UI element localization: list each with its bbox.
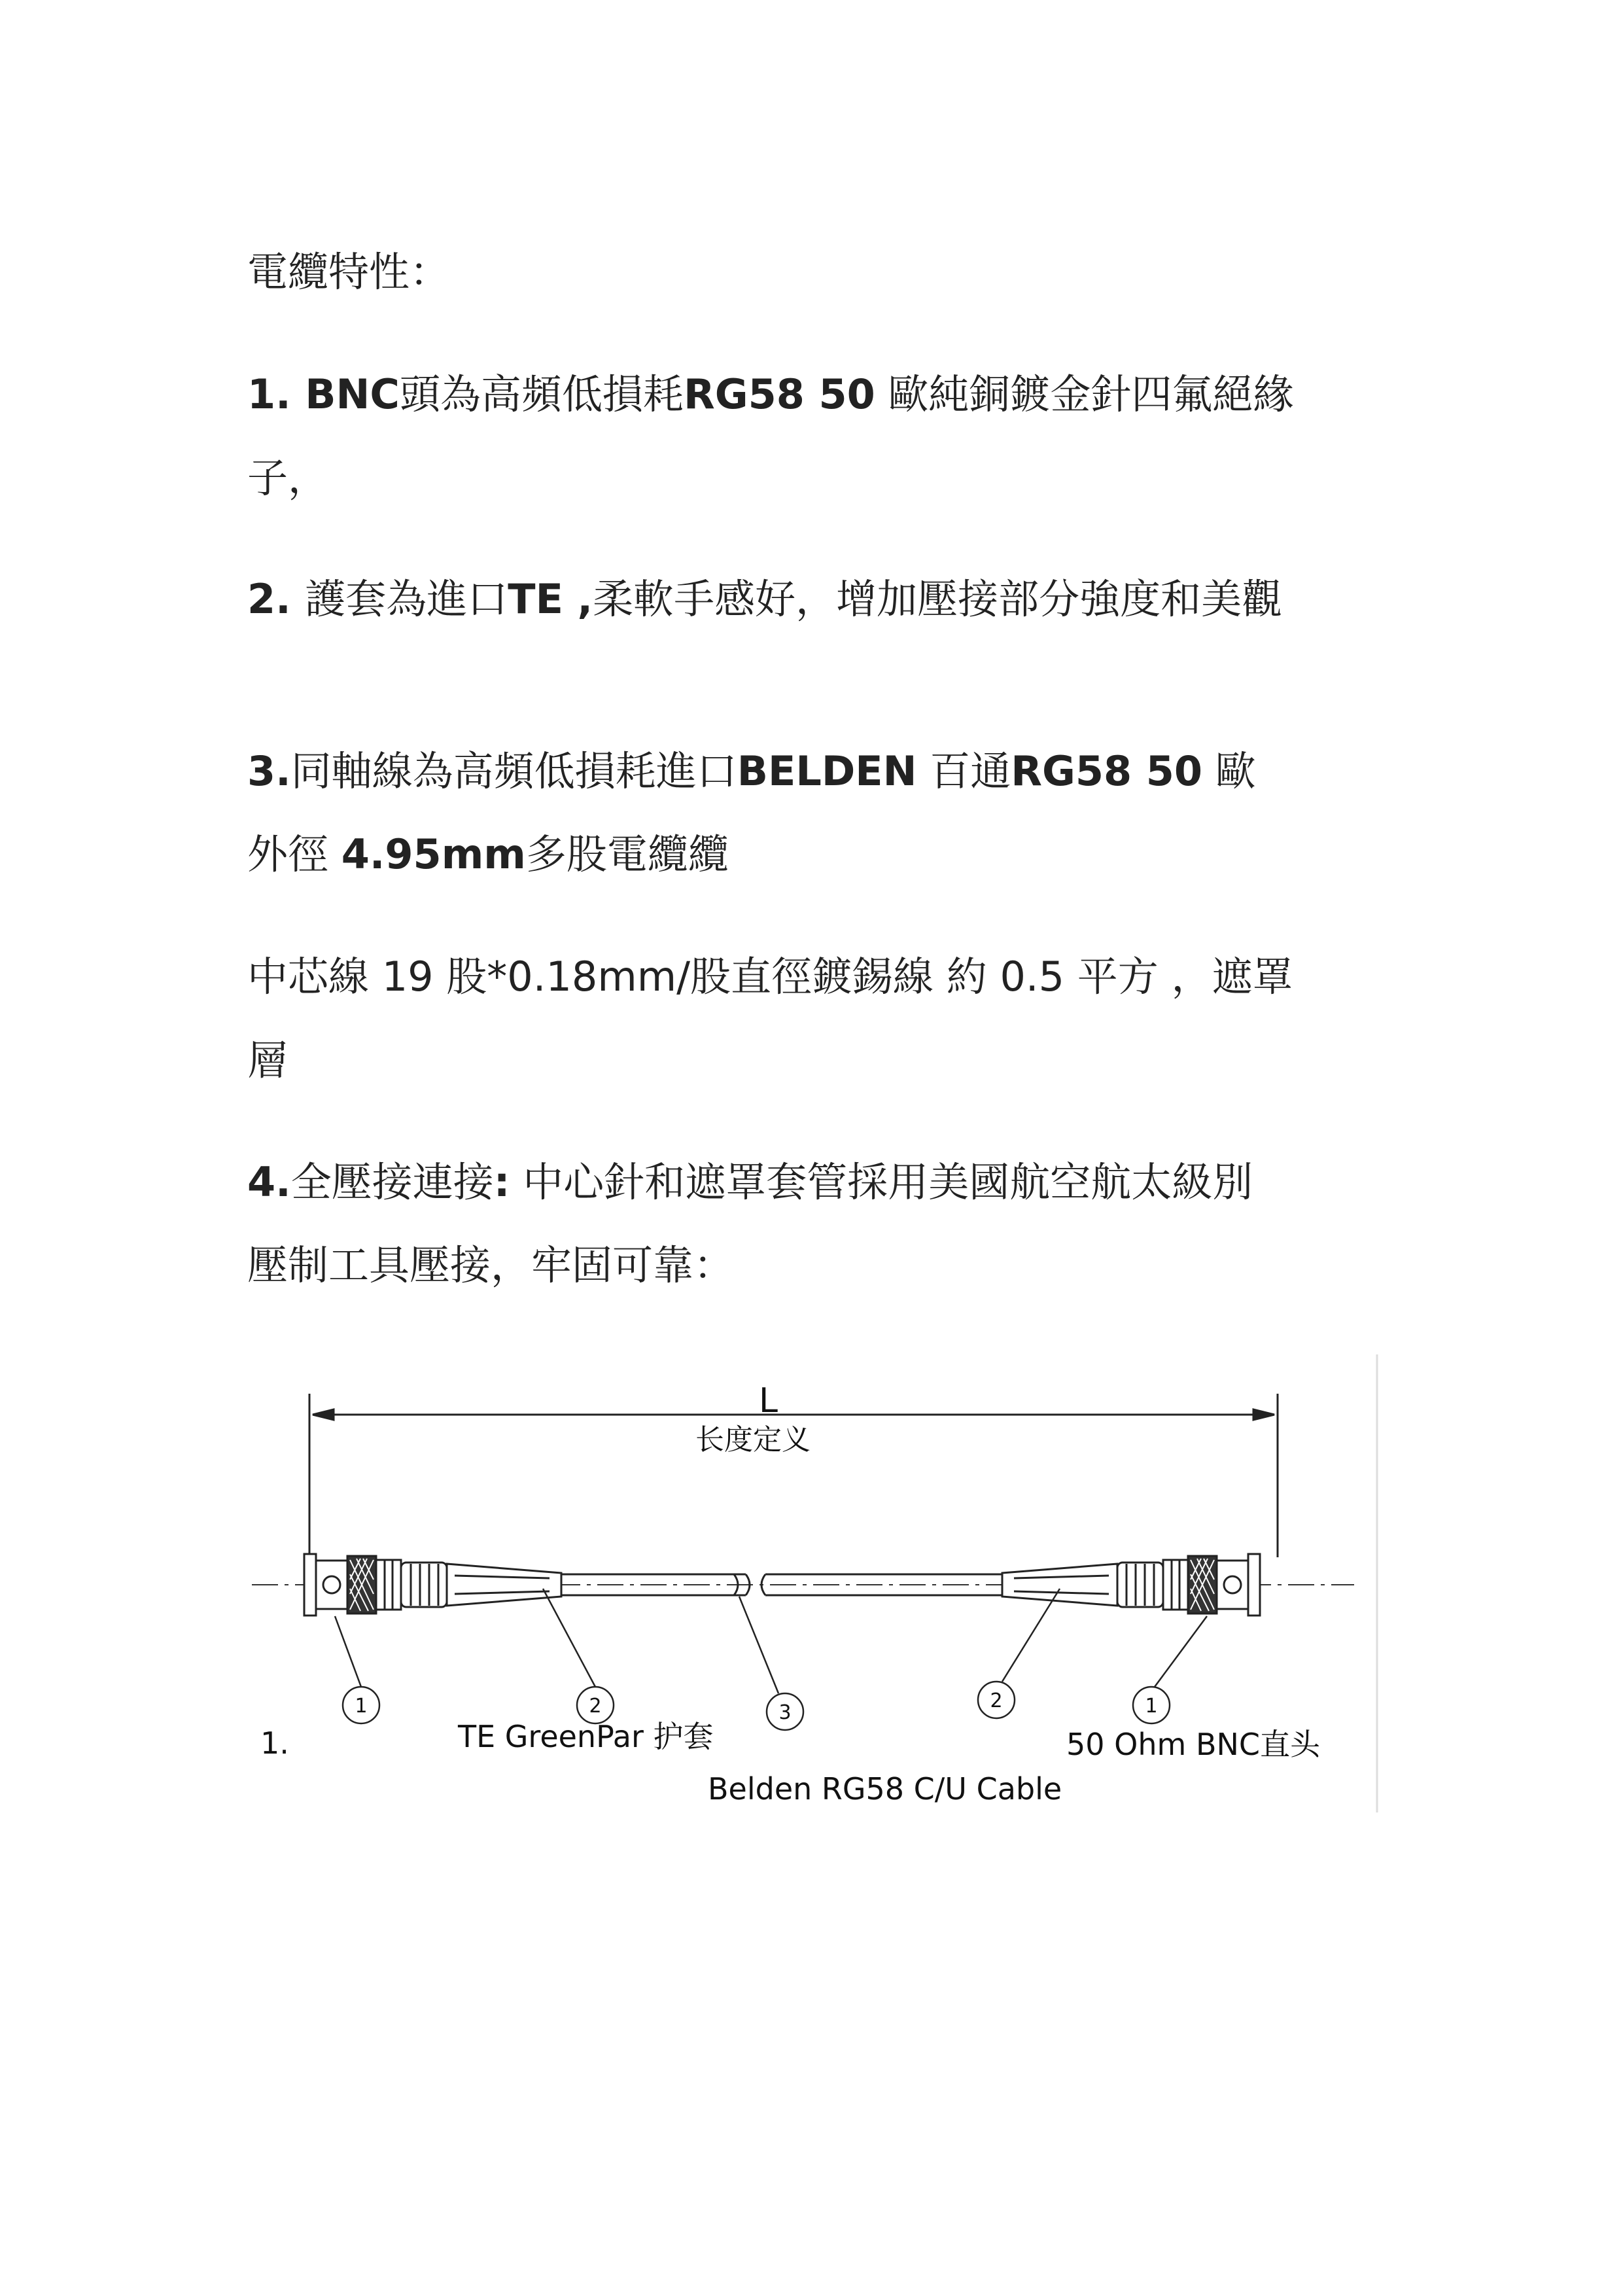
item-text: 同軸線為高頻低損耗進口 [290, 747, 737, 795]
item-text: 護套為進口 [305, 575, 508, 623]
item-text: 歐純銅鍍金針四氟絕緣 [875, 370, 1294, 418]
callout-number: 3 [778, 1701, 792, 1724]
bold-term: 4.95mm [341, 830, 526, 878]
spec-item-1-continued: 子， [247, 454, 329, 502]
item-number: 3. [247, 747, 291, 795]
left-te-boot [401, 1563, 561, 1607]
callout-number: 2 [990, 1689, 1003, 1712]
bold-term: RG58 50 [683, 370, 875, 418]
bold-term: BNC [305, 370, 400, 418]
spec-item-3-continued [247, 830, 729, 878]
length-dimension [309, 1394, 1278, 1557]
cable-label: Belden RG58 C/U Cable [708, 1771, 1062, 1807]
item-text: 頭為高頻低損耗 [399, 370, 684, 418]
length-letter: L [759, 1381, 778, 1421]
spec-item-4-continued: 壓制工具壓接，牢固可靠： [247, 1241, 735, 1289]
item-number: 1. [247, 370, 305, 418]
length-label: 长度定义 [695, 1423, 811, 1457]
callout-number: 1 [1145, 1695, 1158, 1718]
connector-label: 50 Ohm BNC直头 [1066, 1727, 1321, 1762]
bold-term: TE , [508, 575, 593, 623]
item-text: 外徑 [247, 830, 341, 878]
item-text: 全壓接連接 [290, 1158, 494, 1206]
item-text: 歐 [1202, 747, 1256, 795]
right-bnc-connector [1163, 1554, 1260, 1616]
spec-item-4 [247, 1158, 1253, 1206]
core-wire-line-continued: 層 [247, 1036, 288, 1084]
item-text: 多股電纜纜 [525, 830, 729, 878]
spec-item-3 [247, 747, 1256, 795]
right-te-boot [1002, 1563, 1163, 1607]
page-heading: 電纜特性： [247, 248, 451, 296]
bold-term: RG58 50 [1011, 747, 1203, 795]
item-text: 柔軟手感好，增加壓接部分強度和美觀 [593, 575, 1283, 623]
cable-diagram [242, 1354, 1380, 1812]
item-number: 2. [247, 575, 305, 623]
left-bnc-connector [304, 1554, 401, 1616]
bold-term: BELDEN [737, 747, 917, 795]
spec-item-2 [247, 575, 1283, 623]
item-number: 4. [247, 1158, 291, 1206]
spec-item-1 [247, 370, 1294, 418]
core-wire-line: 中芯線 19 股*0.18mm/股直徑鍍錫線 約 0.5 平方 ，遮罩 [247, 953, 1293, 1000]
callout-number: 2 [589, 1695, 602, 1718]
bold-term: : [493, 1158, 510, 1206]
diagram-item-number: 1. [260, 1725, 289, 1761]
boot-label: TE GreenPar 护套 [458, 1719, 714, 1754]
item-text: 中心針和遮罩套管採用美國航空航太級別 [510, 1158, 1253, 1206]
item-text: 百通 [916, 747, 1011, 795]
callout-number: 1 [355, 1695, 368, 1718]
